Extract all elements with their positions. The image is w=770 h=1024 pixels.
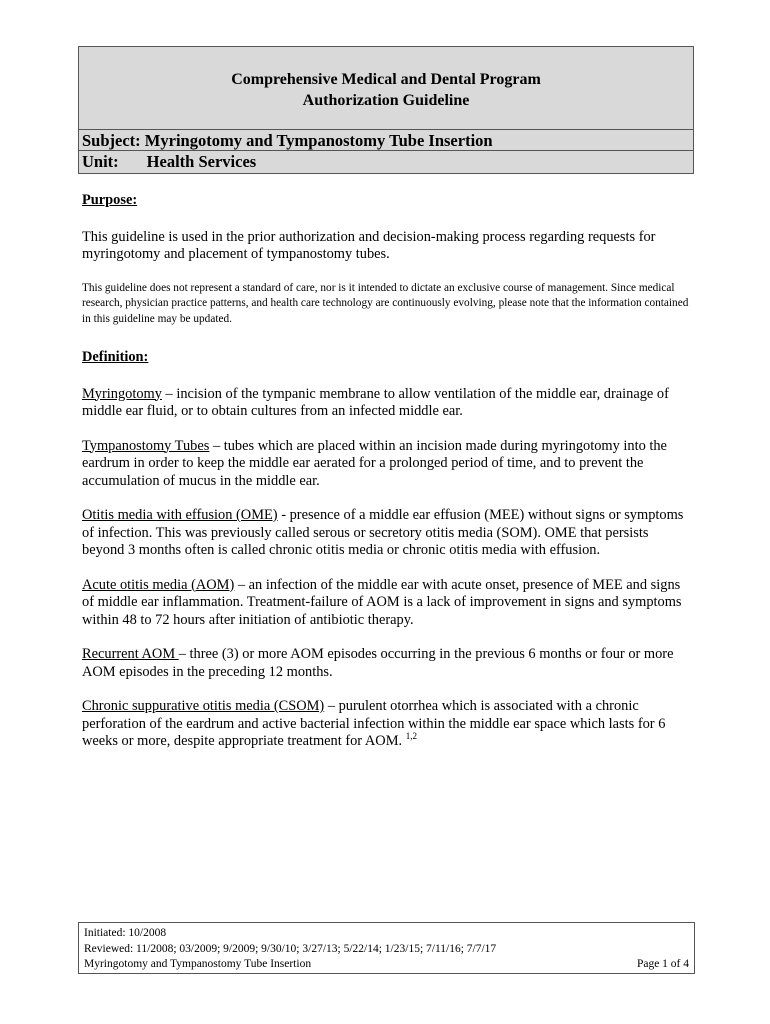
definition-term: Tympanostomy Tubes (82, 437, 210, 454)
unit-label: Unit: (82, 152, 119, 171)
definition-item (82, 646, 690, 681)
definition-text: – an infection of the middle ear with acute onset, presence of MEE and signs of middle ear inflammation. Treatment-failure of AOM is a lack of improvement in signs and symptoms within 48 to 72 hours after initiation of antibiotic therapy. (82, 576, 682, 628)
definition-text: – purulent otorrhea which is associated with a chronic perforation of the eardrum and active bacterial infection within the middle ear space which lasts for 6 weeks or more, despite appropriate treatment for AOM. (82, 698, 666, 749)
footer-document-title: Myringotomy and Tympanostomy Tube Insertion (84, 958, 312, 970)
unit-row (79, 151, 693, 172)
definition-item (82, 577, 690, 630)
definition-term: Otitis media with effusion (OME) (82, 507, 278, 523)
definition-term: Chronic suppurative otitis media (CSOM) (82, 698, 325, 714)
title-area (79, 47, 693, 130)
review-dates: Reviewed: 11/2008; 03/2009; 9/2009; 9/30/10; 3/27/13; 5/22/14; 1/23/15; 7/11/16; 7/7/17 (84, 942, 497, 955)
subject-value: Myringotomy and Tympanostomy Tube Insertion (144, 131, 493, 150)
definition-text: – three (3) or more AOM episodes occurring in the previous 6 months or four or more AOM episodes in the preceding 12 months. (82, 646, 674, 680)
initiated-date: Initiated: 10/2008 (84, 927, 167, 939)
definition-term: Recurrent AOM (82, 646, 179, 662)
definition-text: – tubes which are placed within an incision made during myringotomy into the eardrum in order to keep the middle ear aerated for a prolonged period of time, and to prevent the accumulation of mucus in the middle ear. (82, 437, 667, 489)
document-body (82, 192, 690, 768)
purpose-heading: Purpose: (82, 192, 138, 208)
purpose-paragraph: This guideline is used in the prior authorization and decision-making process regarding requests for myringotomy and placement of tympanostomy tubes. (82, 228, 656, 262)
definition-item (82, 438, 690, 491)
definition-text: - presence of a middle ear effusion (MEE) without signs or symptoms of infection. This was previously called serous or secretory otitis media (SOM). OME that persists beyond 3 months often is called chronic otitis media or chronic otitis media with effusion. (82, 507, 684, 558)
footer-row (84, 957, 689, 973)
definition-item (82, 386, 690, 421)
unit-value: Health Services (146, 152, 257, 171)
definition-term: Myringotomy (82, 385, 162, 402)
guideline-title: Authorization Guideline (302, 92, 470, 109)
disclaimer-paragraph: This guideline does not represent a standard of care, nor is it intended to dictate an exclusive course of management. Since medical research, physician practice patterns, and health care technology are continuously evolving, please note that the information contained in this guideline may be updated. (82, 281, 689, 325)
page-number: Page 1 of 4 (636, 958, 689, 970)
definition-item (82, 507, 690, 560)
citation-reference: 1,2 (405, 731, 417, 742)
program-title: Comprehensive Medical and Dental Program (231, 71, 541, 88)
definition-term: Acute otitis media (AOM) (82, 576, 235, 593)
header-box (78, 46, 694, 174)
definition-item (82, 698, 690, 751)
subject-label: Subject: (82, 131, 141, 150)
definition-text: – incision of the tympanic membrane to allow ventilation of the middle ear, drainage of middle ear fluid, or to obtain cultures from an infected middle ear. (82, 385, 669, 419)
footer-box (78, 922, 695, 974)
subject-row (79, 130, 693, 151)
definition-heading: Definition: (82, 349, 149, 365)
